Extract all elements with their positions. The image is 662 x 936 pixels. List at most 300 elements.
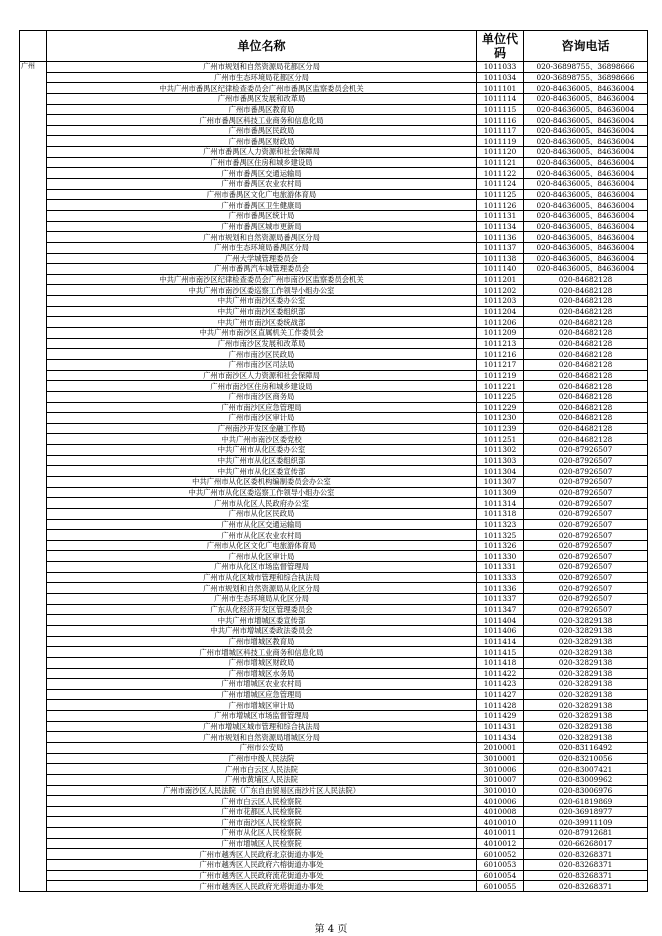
unit-code-cell: 1011431 bbox=[477, 721, 524, 732]
table-row bbox=[20, 104, 648, 115]
unit-name-cell: 中共广州市南沙区委办公室 bbox=[47, 296, 477, 307]
table-row bbox=[20, 583, 648, 594]
table-row bbox=[20, 62, 648, 73]
unit-code-cell: 1011423 bbox=[477, 679, 524, 690]
unit-code-cell: 1011121 bbox=[477, 157, 524, 168]
phone-cell: 020-87926507 bbox=[524, 476, 648, 487]
table-row bbox=[20, 881, 648, 892]
table-row bbox=[20, 72, 648, 83]
unit-name-cell: 广州市生态环境局番禺区分局 bbox=[47, 242, 477, 253]
unit-code-cell: 1011325 bbox=[477, 530, 524, 541]
phone-cell: 020-36898755、36898666 bbox=[524, 72, 648, 83]
unit-code-cell: 1011136 bbox=[477, 232, 524, 243]
unit-code-cell: 1011116 bbox=[477, 115, 524, 126]
unit-code-cell: 1011434 bbox=[477, 732, 524, 743]
unit-name-cell: 广州市从化区城市管理和综合执法局 bbox=[47, 572, 477, 583]
region-cell: 广州 bbox=[20, 62, 47, 892]
phone-cell: 020-84636005、84636004 bbox=[524, 189, 648, 200]
unit-code-cell: 1011137 bbox=[477, 242, 524, 253]
phone-cell: 020-84636005、84636004 bbox=[524, 157, 648, 168]
unit-code-cell: 2010001 bbox=[477, 743, 524, 754]
table-row bbox=[20, 476, 648, 487]
document-sheet bbox=[19, 30, 647, 892]
unit-name-cell: 中共广州市从化区委组织部 bbox=[47, 455, 477, 466]
table-row bbox=[20, 210, 648, 221]
table-row bbox=[20, 636, 648, 647]
table-row bbox=[20, 625, 648, 636]
table-row bbox=[20, 774, 648, 785]
unit-name-cell: 广州市番禺区科技工业商务和信息化局 bbox=[47, 115, 477, 126]
unit-code-cell: 1011202 bbox=[477, 285, 524, 296]
table-row bbox=[20, 487, 648, 498]
unit-code-cell: 1011101 bbox=[477, 83, 524, 94]
phone-cell: 020-32829138 bbox=[524, 732, 648, 743]
table-row bbox=[20, 700, 648, 711]
unit-name-cell: 广州市从化区审计局 bbox=[47, 551, 477, 562]
unit-name-cell: 广州市番禺汽车城管理委员会 bbox=[47, 264, 477, 275]
unit-code-cell: 1011229 bbox=[477, 402, 524, 413]
phone-cell: 020-87926507 bbox=[524, 551, 648, 562]
table-row bbox=[20, 179, 648, 190]
unit-code-cell: 1011230 bbox=[477, 413, 524, 424]
phone-cell: 020-66268017 bbox=[524, 838, 648, 849]
unit-code-cell: 1011404 bbox=[477, 615, 524, 626]
phone-cell: 020-32829138 bbox=[524, 700, 648, 711]
table-row bbox=[20, 413, 648, 424]
phone-cell: 020-87926507 bbox=[524, 530, 648, 541]
unit-name-cell: 广州市生态环境局从化区分局 bbox=[47, 594, 477, 605]
unit-name-cell: 广州市越秀区人民政府六榕街道办事处 bbox=[47, 860, 477, 871]
table-row bbox=[20, 806, 648, 817]
unit-name-cell: 广州市公安局 bbox=[47, 743, 477, 754]
unit-name-cell: 广州市南沙区住房和城乡建设局 bbox=[47, 381, 477, 392]
unit-name-cell: 广州市规划和自然资源局增城区分局 bbox=[47, 732, 477, 743]
header-region-cell bbox=[20, 31, 47, 62]
unit-name-cell: 广州市花都区人民检察院 bbox=[47, 806, 477, 817]
table-row bbox=[20, 83, 648, 94]
page-footer: 第 4 页 bbox=[314, 924, 348, 935]
unit-name-cell: 广州市番禺区人力资源和社会保障局 bbox=[47, 147, 477, 158]
table-row bbox=[20, 423, 648, 434]
phone-cell: 020-84682128 bbox=[524, 328, 648, 339]
unit-name-cell: 中共广州市南沙区委统战部 bbox=[47, 317, 477, 328]
unit-code-cell: 1011418 bbox=[477, 657, 524, 668]
unit-name-cell: 广州市白云区人民法院 bbox=[47, 764, 477, 775]
unit-code-cell: 4010008 bbox=[477, 806, 524, 817]
table-row bbox=[20, 753, 648, 764]
phone-cell: 020-83268371 bbox=[524, 881, 648, 892]
unit-table bbox=[19, 30, 648, 892]
unit-name-cell: 广州市增城区审计局 bbox=[47, 700, 477, 711]
table-row bbox=[20, 338, 648, 349]
table-row bbox=[20, 93, 648, 104]
table-row bbox=[20, 668, 648, 679]
header-unit-name: 单位名称 bbox=[47, 31, 477, 62]
table-row bbox=[20, 594, 648, 605]
phone-cell: 020-84682128 bbox=[524, 359, 648, 370]
table-row bbox=[20, 615, 648, 626]
table-row bbox=[20, 147, 648, 158]
phone-cell: 020-84682128 bbox=[524, 296, 648, 307]
phone-cell: 020-87926507 bbox=[524, 604, 648, 615]
phone-cell: 020-87926507 bbox=[524, 498, 648, 509]
unit-name-cell: 广州市南沙区人力资源和社会保障局 bbox=[47, 370, 477, 381]
table-row bbox=[20, 242, 648, 253]
phone-cell: 020-32829138 bbox=[524, 689, 648, 700]
unit-code-cell: 1011302 bbox=[477, 445, 524, 456]
phone-cell: 020-32829138 bbox=[524, 668, 648, 679]
phone-cell: 020-83009962 bbox=[524, 774, 648, 785]
table-row bbox=[20, 264, 648, 275]
phone-cell: 020-84682128 bbox=[524, 317, 648, 328]
unit-name-cell: 广州市南沙区民政局 bbox=[47, 349, 477, 360]
unit-name-cell: 广州市规划和自然资源局从化区分局 bbox=[47, 583, 477, 594]
unit-code-cell: 3010007 bbox=[477, 774, 524, 785]
table-row bbox=[20, 785, 648, 796]
unit-name-cell: 广州市番禺区农业农村局 bbox=[47, 179, 477, 190]
unit-name-cell: 中共广州市从化区委机构编制委员会办公室 bbox=[47, 476, 477, 487]
unit-name-cell: 广州市番禺区民政局 bbox=[47, 125, 477, 136]
header-unit-code: 单位代码 bbox=[477, 31, 524, 62]
unit-name-cell: 中共广州市从化区委宣传部 bbox=[47, 466, 477, 477]
unit-code-cell: 1011117 bbox=[477, 125, 524, 136]
unit-name-cell: 广州市番禺区卫生健康局 bbox=[47, 200, 477, 211]
unit-code-cell: 1011318 bbox=[477, 508, 524, 519]
unit-name-cell: 广州大学城管理委员会 bbox=[47, 253, 477, 264]
phone-cell: 020-84682128 bbox=[524, 423, 648, 434]
unit-code-cell: 1011422 bbox=[477, 668, 524, 679]
phone-cell: 020-87926507 bbox=[524, 583, 648, 594]
phone-cell: 020-32829138 bbox=[524, 636, 648, 647]
unit-code-cell: 1011114 bbox=[477, 93, 524, 104]
unit-name-cell: 广州市南沙区人民法院（广东自由贸易区南沙片区人民法院） bbox=[47, 785, 477, 796]
phone-cell: 020-83210056 bbox=[524, 753, 648, 764]
table-row bbox=[20, 530, 648, 541]
table-body bbox=[20, 62, 648, 892]
unit-code-cell: 1011140 bbox=[477, 264, 524, 275]
unit-name-cell: 广州市南沙区司法局 bbox=[47, 359, 477, 370]
phone-cell: 020-84636005、84636004 bbox=[524, 210, 648, 221]
table-row bbox=[20, 434, 648, 445]
unit-name-cell: 广州市从化区文化广电旅游体育局 bbox=[47, 540, 477, 551]
phone-cell: 020-84636005、84636004 bbox=[524, 253, 648, 264]
phone-cell: 020-39911109 bbox=[524, 817, 648, 828]
table-row bbox=[20, 115, 648, 126]
unit-code-cell: 1011336 bbox=[477, 583, 524, 594]
unit-name-cell: 广州市增城区人民检察院 bbox=[47, 838, 477, 849]
unit-name-cell: 中共广州市南沙区委党校 bbox=[47, 434, 477, 445]
unit-name-cell: 广州市南沙区发展和改革局 bbox=[47, 338, 477, 349]
phone-cell: 020-87926507 bbox=[524, 594, 648, 605]
phone-cell: 020-32829138 bbox=[524, 657, 648, 668]
table-row bbox=[20, 328, 648, 339]
unit-code-cell: 4010012 bbox=[477, 838, 524, 849]
unit-name-cell: 中共广州市从化区委巡察工作领导小组办公室 bbox=[47, 487, 477, 498]
table-row bbox=[20, 796, 648, 807]
unit-code-cell: 1011428 bbox=[477, 700, 524, 711]
unit-code-cell: 6010052 bbox=[477, 849, 524, 860]
phone-cell: 020-84636005、84636004 bbox=[524, 264, 648, 275]
phone-cell: 020-87926507 bbox=[524, 519, 648, 530]
table-row bbox=[20, 125, 648, 136]
phone-cell: 020-84636005、84636004 bbox=[524, 147, 648, 158]
unit-name-cell: 中共广州市南沙区直属机关工作委员会 bbox=[47, 328, 477, 339]
table-row bbox=[20, 721, 648, 732]
table-row bbox=[20, 445, 648, 456]
table-row bbox=[20, 838, 648, 849]
unit-code-cell: 1011125 bbox=[477, 189, 524, 200]
table-row bbox=[20, 466, 648, 477]
phone-cell: 020-87926507 bbox=[524, 487, 648, 498]
unit-name-cell: 广州市白云区人民检察院 bbox=[47, 796, 477, 807]
phone-cell: 020-87926507 bbox=[524, 508, 648, 519]
table-row bbox=[20, 317, 648, 328]
phone-cell: 020-84682128 bbox=[524, 349, 648, 360]
phone-cell: 020-32829138 bbox=[524, 679, 648, 690]
phone-cell: 020-84682128 bbox=[524, 381, 648, 392]
unit-code-cell: 6010055 bbox=[477, 881, 524, 892]
unit-name-cell: 广州市南沙区审计局 bbox=[47, 413, 477, 424]
phone-cell: 020-84682128 bbox=[524, 370, 648, 381]
phone-cell: 020-87926507 bbox=[524, 562, 648, 573]
table-row bbox=[20, 200, 648, 211]
unit-name-cell: 广州市从化区民政局 bbox=[47, 508, 477, 519]
table-row bbox=[20, 232, 648, 243]
unit-name-cell: 广州市番禺区住房和城乡建设局 bbox=[47, 157, 477, 168]
phone-cell: 020-36898755、36898666 bbox=[524, 62, 648, 73]
table-row bbox=[20, 157, 648, 168]
table-row bbox=[20, 296, 648, 307]
table-row bbox=[20, 732, 648, 743]
unit-code-cell: 1011201 bbox=[477, 274, 524, 285]
table-row bbox=[20, 391, 648, 402]
unit-code-cell: 1011309 bbox=[477, 487, 524, 498]
table-row bbox=[20, 679, 648, 690]
unit-code-cell: 1011307 bbox=[477, 476, 524, 487]
table-row bbox=[20, 498, 648, 509]
phone-cell: 020-84682128 bbox=[524, 306, 648, 317]
unit-name-cell: 中共广州市番禺区纪律检查委员会广州市番禺区监察委员会机关 bbox=[47, 83, 477, 94]
phone-cell: 020-32829138 bbox=[524, 721, 648, 732]
unit-code-cell: 1011347 bbox=[477, 604, 524, 615]
phone-cell: 020-84636005、84636004 bbox=[524, 242, 648, 253]
unit-code-cell: 1011427 bbox=[477, 689, 524, 700]
unit-code-cell: 1011119 bbox=[477, 136, 524, 147]
unit-name-cell: 广州市越秀区人民政府北京街道办事处 bbox=[47, 849, 477, 860]
table-row bbox=[20, 168, 648, 179]
phone-cell: 020-84682128 bbox=[524, 274, 648, 285]
unit-name-cell: 广州市越秀区人民政府光塔街道办事处 bbox=[47, 881, 477, 892]
table-row bbox=[20, 274, 648, 285]
unit-name-cell: 中共广州市增城区委政法委员会 bbox=[47, 625, 477, 636]
table-row bbox=[20, 657, 648, 668]
table-row bbox=[20, 519, 648, 530]
unit-code-cell: 1011333 bbox=[477, 572, 524, 583]
phone-cell: 020-84636005、84636004 bbox=[524, 104, 648, 115]
unit-code-cell: 1011225 bbox=[477, 391, 524, 402]
unit-name-cell: 中共广州市南沙区委巡察工作领导小组办公室 bbox=[47, 285, 477, 296]
phone-cell: 020-83268371 bbox=[524, 860, 648, 871]
unit-code-cell: 1011131 bbox=[477, 210, 524, 221]
phone-cell: 020-84682128 bbox=[524, 338, 648, 349]
phone-cell: 020-87926507 bbox=[524, 572, 648, 583]
phone-cell: 020-84636005、84636004 bbox=[524, 83, 648, 94]
unit-code-cell: 1011122 bbox=[477, 168, 524, 179]
unit-name-cell: 广州市南沙区商务局 bbox=[47, 391, 477, 402]
unit-code-cell: 1011033 bbox=[477, 62, 524, 73]
phone-cell: 020-87926507 bbox=[524, 540, 648, 551]
unit-code-cell: 1011134 bbox=[477, 221, 524, 232]
unit-name-cell: 广州市规划和自然资源局花都区分局 bbox=[47, 62, 477, 73]
unit-code-cell: 1011323 bbox=[477, 519, 524, 530]
phone-cell: 020-61819869 bbox=[524, 796, 648, 807]
unit-name-cell: 广州市番禺区文化广电旅游体育局 bbox=[47, 189, 477, 200]
unit-code-cell: 1011120 bbox=[477, 147, 524, 158]
unit-code-cell: 1011251 bbox=[477, 434, 524, 445]
unit-name-cell: 广州市增城区应急管理局 bbox=[47, 689, 477, 700]
phone-cell: 020-32829138 bbox=[524, 711, 648, 722]
unit-name-cell: 广州市规划和自然资源局番禺区分局 bbox=[47, 232, 477, 243]
phone-cell: 020-32829138 bbox=[524, 647, 648, 658]
phone-cell: 020-84682128 bbox=[524, 413, 648, 424]
unit-code-cell: 1011216 bbox=[477, 349, 524, 360]
table-row bbox=[20, 455, 648, 466]
unit-code-cell: 1011326 bbox=[477, 540, 524, 551]
unit-name-cell: 广州市南沙区应急管理局 bbox=[47, 402, 477, 413]
unit-code-cell: 3010010 bbox=[477, 785, 524, 796]
unit-code-cell: 1011303 bbox=[477, 455, 524, 466]
unit-name-cell: 广州市番禺区发展和改革局 bbox=[47, 93, 477, 104]
phone-cell: 020-84682128 bbox=[524, 391, 648, 402]
phone-cell: 020-84636005、84636004 bbox=[524, 200, 648, 211]
unit-code-cell: 1011209 bbox=[477, 328, 524, 339]
phone-cell: 020-87912681 bbox=[524, 828, 648, 839]
phone-cell: 020-84636005、84636004 bbox=[524, 232, 648, 243]
unit-name-cell: 中共广州市南沙区委组织部 bbox=[47, 306, 477, 317]
unit-name-cell: 广州南沙开发区金融工作局 bbox=[47, 423, 477, 434]
unit-code-cell: 6010054 bbox=[477, 870, 524, 881]
phone-cell: 020-84636005、84636004 bbox=[524, 115, 648, 126]
unit-name-cell: 广州市从化区农业农村局 bbox=[47, 530, 477, 541]
unit-name-cell: 广州市番禺区教育局 bbox=[47, 104, 477, 115]
table-row bbox=[20, 689, 648, 700]
phone-cell: 020-83006976 bbox=[524, 785, 648, 796]
unit-name-cell: 广州市番禺区统计局 bbox=[47, 210, 477, 221]
unit-code-cell: 1011034 bbox=[477, 72, 524, 83]
unit-code-cell: 1011203 bbox=[477, 296, 524, 307]
phone-cell: 020-84636005、84636004 bbox=[524, 136, 648, 147]
unit-name-cell: 广州市从化区交通运输局 bbox=[47, 519, 477, 530]
table-row bbox=[20, 359, 648, 370]
table-row bbox=[20, 828, 648, 839]
unit-name-cell: 广州市增城区教育局 bbox=[47, 636, 477, 647]
table-row bbox=[20, 604, 648, 615]
unit-code-cell: 6010053 bbox=[477, 860, 524, 871]
table-row bbox=[20, 817, 648, 828]
unit-code-cell: 1011219 bbox=[477, 370, 524, 381]
phone-cell: 020-84636005、84636004 bbox=[524, 221, 648, 232]
table-row bbox=[20, 189, 648, 200]
table-row bbox=[20, 551, 648, 562]
unit-code-cell: 1011221 bbox=[477, 381, 524, 392]
unit-name-cell: 广州市增城区水务局 bbox=[47, 668, 477, 679]
table-row bbox=[20, 764, 648, 775]
phone-cell: 020-83116492 bbox=[524, 743, 648, 754]
unit-name-cell: 广州市南沙区人民检察院 bbox=[47, 817, 477, 828]
table-row bbox=[20, 860, 648, 871]
unit-name-cell: 中共广州市从化区委办公室 bbox=[47, 445, 477, 456]
unit-code-cell: 1011204 bbox=[477, 306, 524, 317]
unit-code-cell: 1011213 bbox=[477, 338, 524, 349]
phone-cell: 020-84636005、84636004 bbox=[524, 168, 648, 179]
phone-cell: 020-84636005、84636004 bbox=[524, 93, 648, 104]
unit-name-cell: 广州市黄埔区人民法院 bbox=[47, 774, 477, 785]
unit-code-cell: 1011429 bbox=[477, 711, 524, 722]
unit-code-cell: 4010010 bbox=[477, 817, 524, 828]
table-row bbox=[20, 508, 648, 519]
unit-name-cell: 广州市增城区财政局 bbox=[47, 657, 477, 668]
phone-cell: 020-84682128 bbox=[524, 402, 648, 413]
unit-name-cell: 广州市番禺区城市更新局 bbox=[47, 221, 477, 232]
unit-name-cell: 广州市增城区城市管理和综合执法局 bbox=[47, 721, 477, 732]
unit-name-cell: 广州市从化区人民政府办公室 bbox=[47, 498, 477, 509]
table-row bbox=[20, 540, 648, 551]
table-row bbox=[20, 402, 648, 413]
unit-code-cell: 1011331 bbox=[477, 562, 524, 573]
phone-cell: 020-84636005、84636004 bbox=[524, 179, 648, 190]
unit-name-cell: 中共广州市增城区委宣传部 bbox=[47, 615, 477, 626]
table-row bbox=[20, 562, 648, 573]
phone-cell: 020-83007421 bbox=[524, 764, 648, 775]
table-row bbox=[20, 306, 648, 317]
unit-code-cell: 1011115 bbox=[477, 104, 524, 115]
header-phone: 咨询电话 bbox=[524, 31, 648, 62]
phone-cell: 020-36918977 bbox=[524, 806, 648, 817]
unit-name-cell: 广州市增城区科技工业商务和信息化局 bbox=[47, 647, 477, 658]
table-header-row bbox=[20, 31, 648, 62]
unit-code-cell: 1011415 bbox=[477, 647, 524, 658]
unit-code-cell: 1011414 bbox=[477, 636, 524, 647]
table-row bbox=[20, 370, 648, 381]
unit-code-cell: 1011330 bbox=[477, 551, 524, 562]
unit-name-cell: 广州市越秀区人民政府流花街道办事处 bbox=[47, 870, 477, 881]
table-row bbox=[20, 349, 648, 360]
unit-code-cell: 4010011 bbox=[477, 828, 524, 839]
unit-code-cell: 1011126 bbox=[477, 200, 524, 211]
phone-cell: 020-84682128 bbox=[524, 434, 648, 445]
unit-code-cell: 1011239 bbox=[477, 423, 524, 434]
unit-name-cell: 广州市从化区人民检察院 bbox=[47, 828, 477, 839]
unit-name-cell: 广州市番禺区财政局 bbox=[47, 136, 477, 147]
unit-code-cell: 1011314 bbox=[477, 498, 524, 509]
unit-code-cell: 3010001 bbox=[477, 753, 524, 764]
unit-name-cell: 广州市从化区市场监督管理局 bbox=[47, 562, 477, 573]
phone-cell: 020-84682128 bbox=[524, 285, 648, 296]
phone-cell: 020-32829138 bbox=[524, 625, 648, 636]
unit-code-cell: 3010006 bbox=[477, 764, 524, 775]
unit-name-cell: 广州市增城区农业农村局 bbox=[47, 679, 477, 690]
table-row bbox=[20, 849, 648, 860]
unit-name-cell: 广州市中级人民法院 bbox=[47, 753, 477, 764]
phone-cell: 020-83268371 bbox=[524, 870, 648, 881]
table-row bbox=[20, 285, 648, 296]
unit-name-cell: 广东从化经济开发区管理委员会 bbox=[47, 604, 477, 615]
unit-code-cell: 1011337 bbox=[477, 594, 524, 605]
table-row bbox=[20, 136, 648, 147]
unit-name-cell: 广州市生态环境局花都区分局 bbox=[47, 72, 477, 83]
table-row bbox=[20, 381, 648, 392]
unit-name-cell: 广州市增城区市场监督管理局 bbox=[47, 711, 477, 722]
